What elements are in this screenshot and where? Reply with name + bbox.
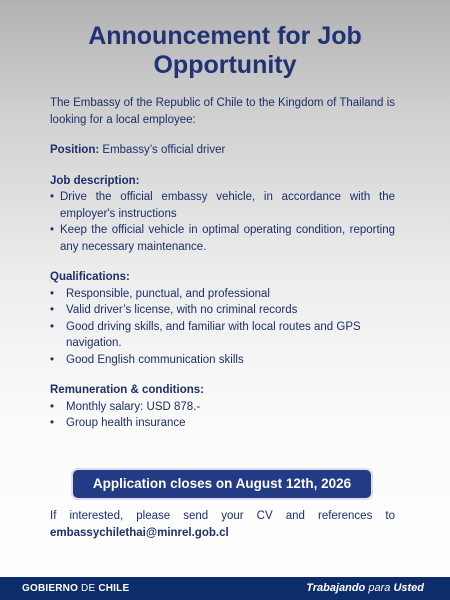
position-value: Embassy’s official driver [102, 144, 226, 156]
bullet-icon: • [50, 191, 55, 203]
bullet-icon: • [50, 417, 55, 429]
list-item: • Good driving skills, and familiar with local routes and GPS navigation. [50, 320, 361, 349]
position-section [50, 142, 395, 159]
footer-bar [0, 577, 450, 600]
bullet-icon: • [50, 224, 55, 236]
list-item: • Valid driver’s license, with no criminal records [50, 302, 395, 319]
contact-email: embassychilethai@minrel.gob.cl [50, 527, 229, 539]
qualifications-heading: Qualifications: [50, 271, 130, 283]
intro-text: The Embassy of the Republic of Chile to the Kingdom of Thailand is looking for a local employee: [50, 97, 395, 126]
gobierno-de-chile-logo: GOBIERNO DE CHILE [22, 583, 130, 594]
remuneration-list [50, 399, 395, 432]
bullet-icon: • [50, 400, 55, 413]
title-line-1: Announcement for Job [88, 22, 362, 50]
bullet-icon: • [50, 320, 55, 333]
deadline-banner: Application closes on August 12th, 2026 [73, 470, 371, 498]
list-item: • Monthly salary: USD 878.- [50, 399, 395, 416]
bullet-icon: • [50, 304, 55, 316]
job-description-section [50, 173, 395, 256]
list-item: • Group health insurance [50, 415, 395, 432]
contact-instructions: If interested, please send your CV and references to [50, 510, 395, 522]
remuneration-heading: Remuneration & conditions: [50, 384, 204, 396]
page-title [0, 22, 450, 80]
list-item: • Responsible, punctual, and professional [50, 286, 395, 303]
bullet-icon: • [50, 287, 55, 300]
remuneration-section [50, 382, 395, 432]
qualifications-section [50, 269, 395, 368]
contact-text [50, 508, 395, 542]
job-description-heading: Job description: [50, 174, 140, 187]
qualifications-list [50, 286, 395, 369]
list-item: • Drive the official embassy vehicle, in accordance with the employer's instructions [50, 191, 395, 220]
announcement-body [50, 95, 395, 446]
bullet-icon: • [50, 353, 55, 366]
list-item: • Keep the official vehicle in optimal operating condition, reporting any necessary maintenance. [50, 224, 395, 253]
slogan: Trabajando para Usted [306, 582, 424, 594]
list-item: • Good English communication skills [50, 352, 395, 369]
job-description-list [50, 189, 395, 255]
position-label: Position: [50, 144, 100, 156]
title-line-2: Opportunity [153, 51, 297, 79]
